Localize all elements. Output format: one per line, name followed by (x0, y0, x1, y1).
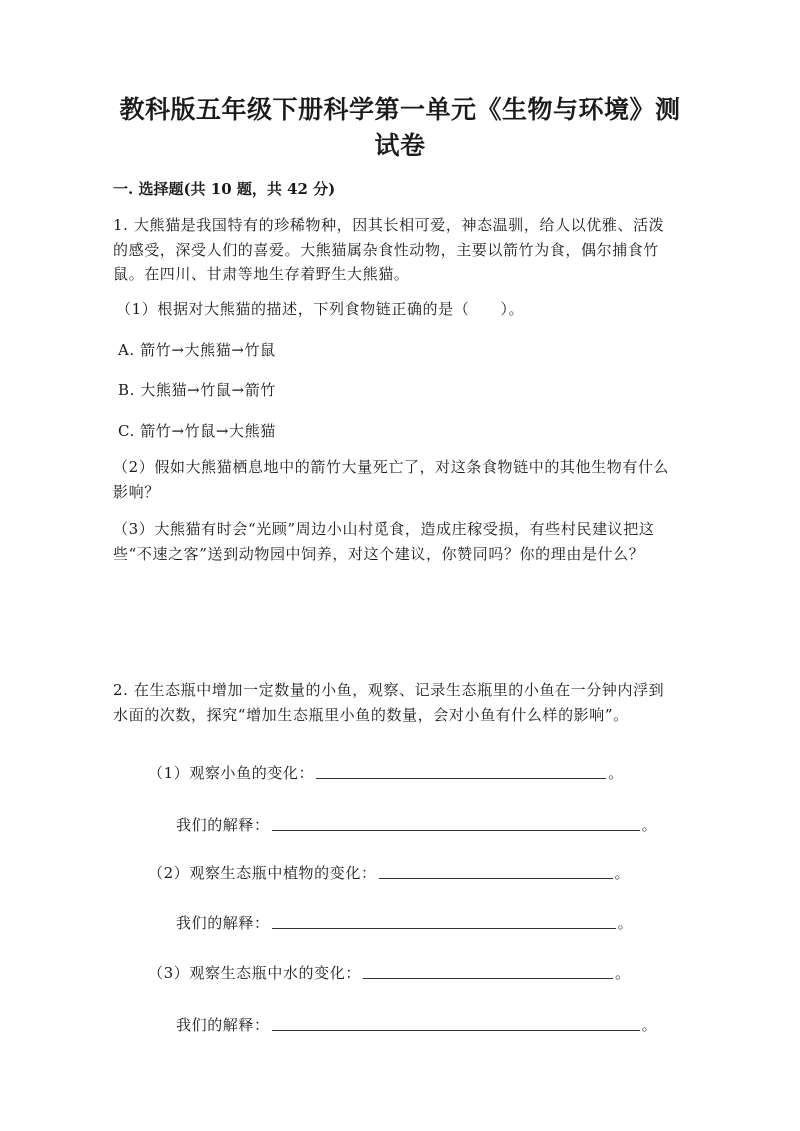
answer-end: 。 (614, 864, 631, 882)
answer-end: 。 (608, 764, 624, 782)
answer-blank[interactable] (272, 829, 640, 831)
question-2-stem: 2. 在生态瓶中增加一定数量的小鱼，观察、记录生态瓶里的小鱼在一分钟内浮到水面的次数，探究“增加生态瓶里小鱼的数量，会对小鱼有什么样的影响”。 (113, 681, 665, 724)
option-b: B. 大熊猫→竹鼠→箭竹 (118, 381, 276, 399)
answer-label: （3）观察生态瓶中水的变化： (148, 964, 361, 982)
answer-row-plant-explain (176, 912, 633, 934)
answer-blank[interactable] (363, 977, 613, 979)
answer-row-water-explain (176, 1014, 657, 1036)
answer-row-fish-explain (176, 814, 657, 836)
page-title (100, 92, 700, 164)
question-1-stem: 1. 大熊猫是我国特有的珍稀物种，因其长相可爱，神态温驯，给人以优雅、活泼的感受，深受人们的喜爱。大熊猫属杂食性动物，主要以箭竹为食，偶尔捕食竹鼠。在四川、甘肃等地生存着野生大熊猫。 (113, 216, 665, 283)
question-1-sub-1: （1）根据对大熊猫的描述，下列食物链正确的是（ ）。 (116, 300, 525, 318)
answer-label: （1）观察小鱼的变化： (148, 764, 315, 782)
question-1-sub-3: （3）大熊猫有时会“光顾”周边小山村觅食，造成庄稼受损，有些村民建议把这些“不速之客”送到动物园中饲养，对这个建议，你赞同吗？你的理由是什么？ (113, 520, 655, 563)
answer-label: 我们的解释： (176, 816, 270, 834)
answer-end: 。 (614, 964, 631, 982)
answer-blank[interactable] (272, 1029, 640, 1031)
answer-blank[interactable] (316, 777, 606, 779)
answer-label: （2）观察生态瓶中植物的变化： (148, 864, 377, 882)
answer-label: 我们的解释： (176, 1016, 270, 1034)
answer-label: 我们的解释： (176, 914, 270, 932)
title-line-2: 试卷 (374, 131, 426, 160)
section-heading: 一. 选择题(共 10 题，共 42 分) (113, 180, 336, 198)
answer-blank[interactable] (272, 927, 616, 929)
answer-blank[interactable] (379, 877, 613, 879)
question-1-sub-2: （2）假如大熊猫栖息地中的箭竹大量死亡了，对这条食物链中的其他生物有什么影响？ (113, 458, 670, 501)
title-line-1: 教科版五年级下册科学第一单元《生物与环境》测 (119, 95, 681, 124)
option-c: C. 箭竹→竹鼠→大熊猫 (118, 422, 276, 440)
answer-row-plant-change (148, 862, 630, 884)
option-a: A. 箭竹→大熊猫→竹鼠 (118, 341, 276, 359)
answer-end: 。 (617, 914, 634, 932)
answer-end: 。 (641, 1016, 658, 1034)
answer-row-water-change (148, 962, 631, 984)
answer-end: 。 (641, 816, 658, 834)
answer-row-fish-change (148, 762, 624, 784)
